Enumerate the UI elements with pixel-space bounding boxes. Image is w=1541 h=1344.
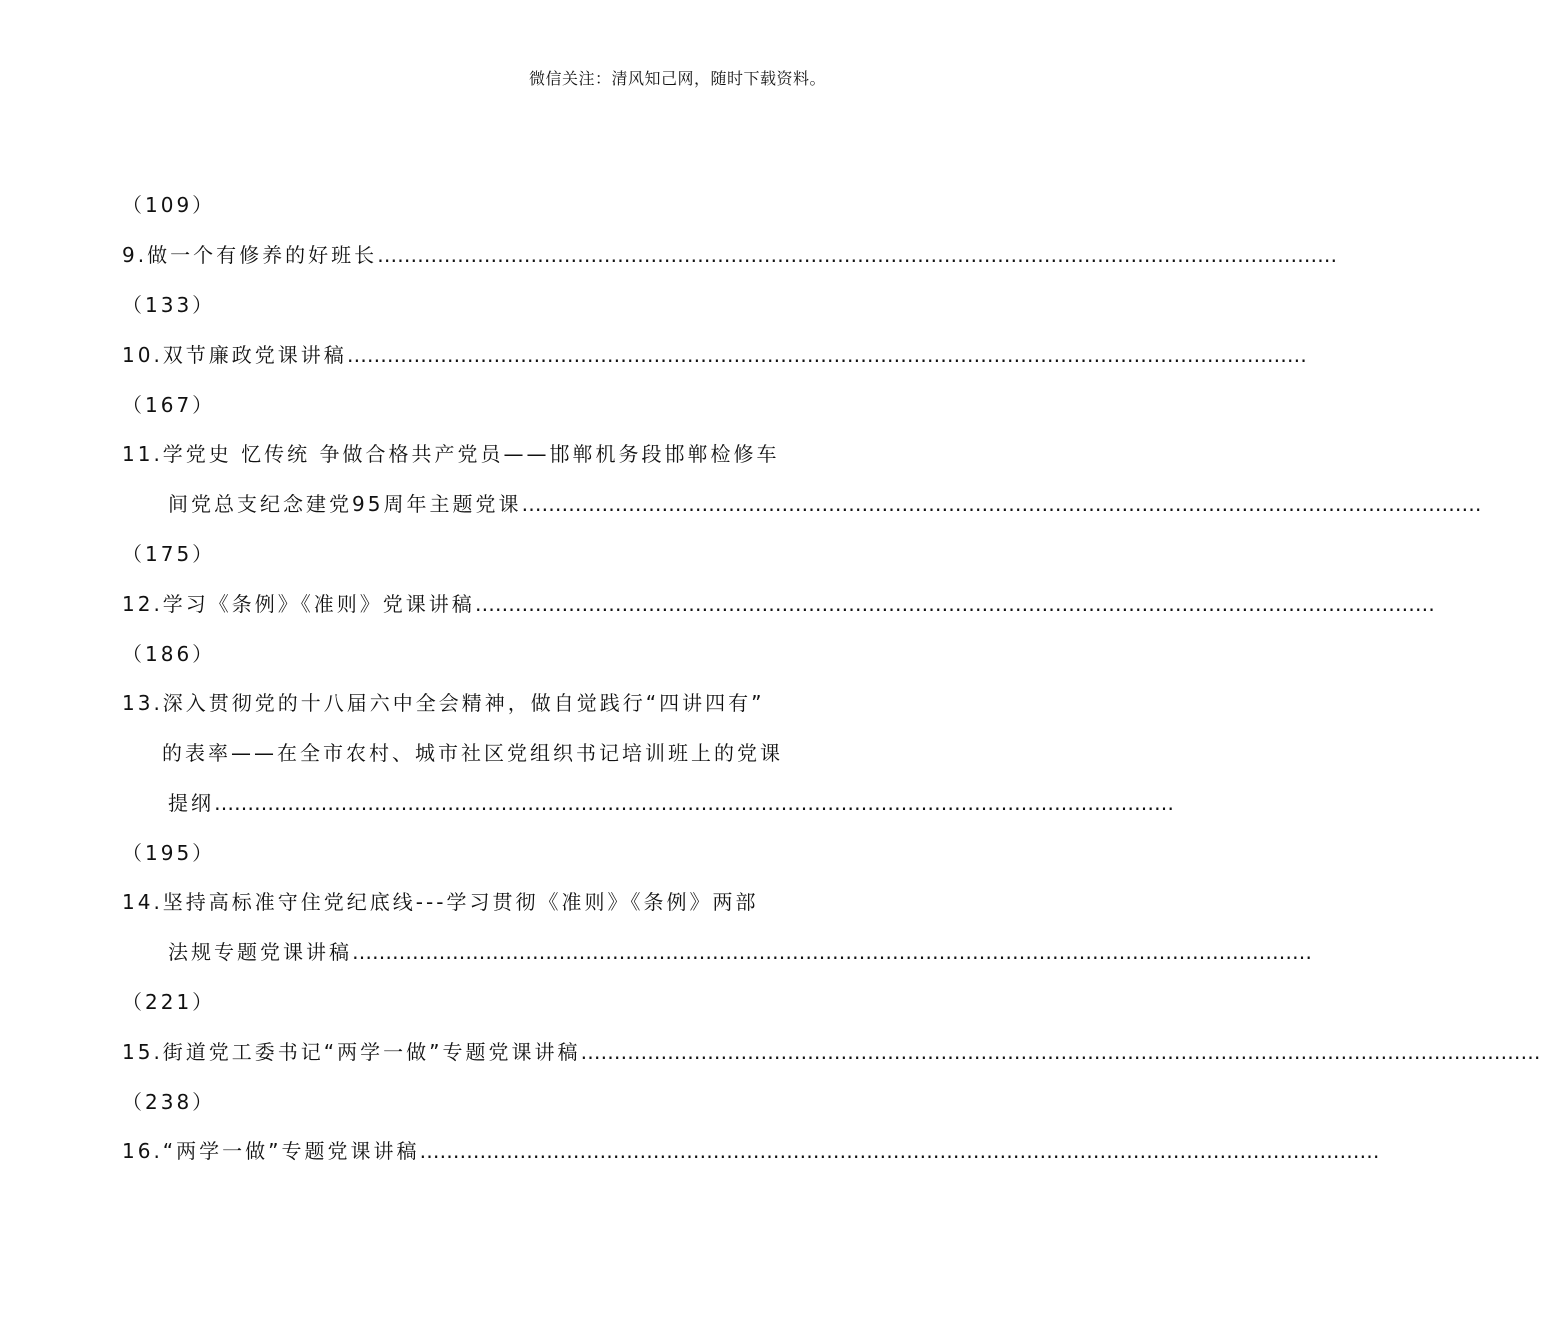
toc-entry bbox=[168, 786, 1174, 820]
toc-entry bbox=[122, 1134, 1380, 1168]
toc-page-number: （175） bbox=[122, 542, 216, 566]
toc-entry-title: 15.街道党工委书记“两学一做”专题党课讲稿 bbox=[122, 1040, 581, 1064]
page-header: 微信关注：清风知己网，随时下载资料。 bbox=[528, 69, 826, 88]
toc-leader-dots: ……………………………………………………………………………………………………………………………… bbox=[474, 592, 1435, 616]
toc-page-number: （221） bbox=[122, 990, 216, 1014]
toc-page-number: （133） bbox=[122, 293, 216, 317]
toc-entry-title: 9.做一个有修养的好班长 bbox=[122, 243, 378, 267]
toc-leader-dots: ……………………………………………………………………………………………………………………………… bbox=[377, 243, 1338, 267]
toc-entry bbox=[122, 238, 1338, 272]
toc-entry-title: 11.学党史 忆传统 争做合格共产党员——邯郸机务段邯郸检修车 bbox=[122, 442, 780, 466]
toc-entry-title-cont: 的表率——在全市农村、城市社区党组织书记培训班上的党课 bbox=[162, 741, 783, 765]
toc-page-number: （195） bbox=[122, 841, 216, 865]
toc-entry bbox=[122, 1035, 1541, 1069]
toc-leader-dots: ……………………………………………………………………………………………………………………………… bbox=[346, 343, 1307, 367]
toc-entry-title-cont: 法规专题党课讲稿 bbox=[168, 940, 352, 964]
toc-entry-title: 14.坚持高标准守住党纪底线---学习贯彻《准则》《条例》两部 bbox=[122, 890, 759, 914]
toc-entry bbox=[168, 935, 1312, 969]
toc-page-number: （109） bbox=[122, 193, 216, 217]
toc-leader-dots: ……………………………………………………………………………………………………………………………… bbox=[521, 492, 1482, 516]
toc-entry bbox=[168, 487, 1482, 521]
toc-page-number: （167） bbox=[122, 393, 216, 417]
toc-leader-dots: ……………………………………………………………………………………………………………………………… bbox=[419, 1139, 1380, 1163]
toc-entry-title: 12.学习《条例》《准则》党课讲稿 bbox=[122, 592, 475, 616]
toc-entry bbox=[122, 587, 1435, 621]
toc-entry-title: 16.“两学一做”专题党课讲稿 bbox=[122, 1139, 420, 1163]
toc-entry bbox=[122, 338, 1307, 372]
toc-leader-dots: ……………………………………………………………………………………………………………………………… bbox=[580, 1040, 1541, 1064]
toc-entry-title: 13.深入贯彻党的十八届六中全会精神，做自觉践行“四讲四有” bbox=[122, 691, 765, 715]
toc-page-number: （238） bbox=[122, 1090, 216, 1114]
toc-page-number: （186） bbox=[122, 642, 216, 666]
toc-entry-title-cont: 提纲 bbox=[168, 791, 214, 815]
toc-leader-dots: ……………………………………………………………………………………………………………………………… bbox=[352, 940, 1312, 964]
toc-leader-dots: ……………………………………………………………………………………………………………………………… bbox=[214, 791, 1174, 815]
toc-entry-title-cont: 间党总支纪念建党95周年主题党课 bbox=[168, 492, 522, 516]
toc-entry-title: 10.双节廉政党课讲稿 bbox=[122, 343, 347, 367]
